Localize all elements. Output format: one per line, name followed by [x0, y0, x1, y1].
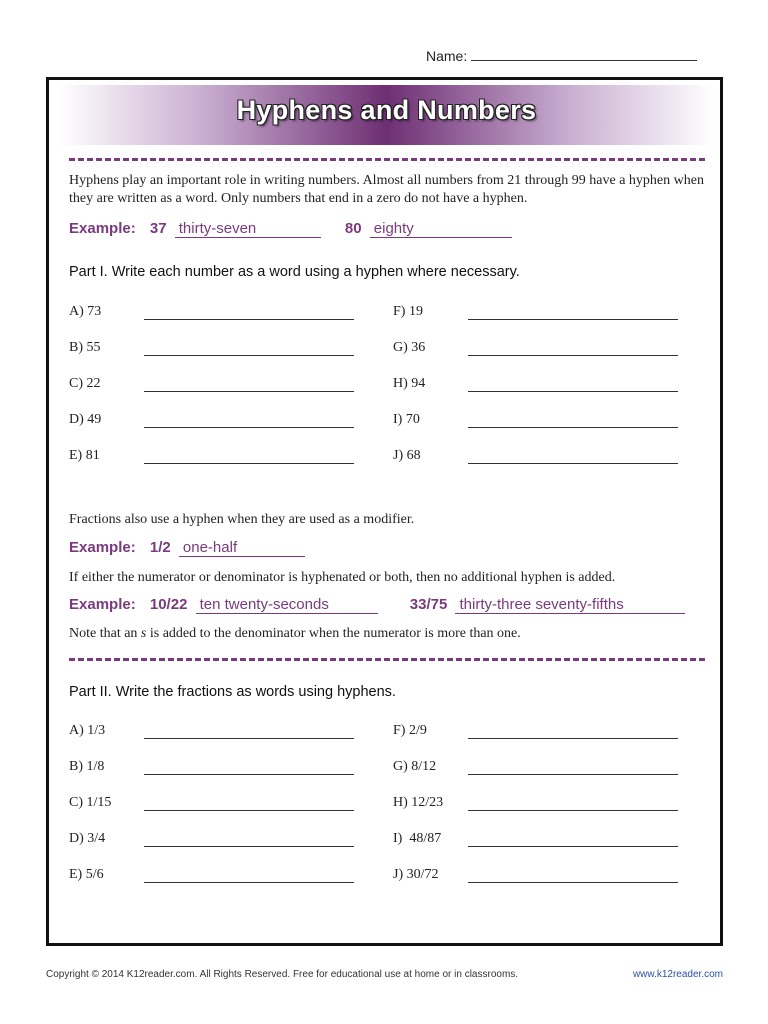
part1-heading: Part I. Write each number as a word using a hyphen where necessary.: [69, 264, 520, 280]
title-banner: [59, 85, 714, 145]
item-label: E) 81: [69, 448, 100, 463]
item-label: E) 5/6: [69, 867, 104, 882]
answer-line[interactable]: [144, 774, 354, 775]
example-label: Example:: [69, 539, 136, 556]
note-paragraph: [69, 625, 521, 643]
item-label: A) 1/3: [69, 723, 106, 738]
name-blank-line[interactable]: [471, 46, 697, 61]
item-label: D) 3/4: [69, 831, 106, 846]
example-answer: one-half: [179, 539, 305, 557]
item-label: F) 2/9: [393, 723, 427, 738]
example-label: Example:: [69, 596, 136, 613]
answer-line[interactable]: [468, 810, 678, 811]
item-label: B) 55: [69, 340, 101, 355]
example-answer: ten twenty-seconds: [196, 596, 378, 614]
item-label: D) 49: [69, 412, 102, 427]
example-fraction: [69, 539, 305, 557]
item-label: G) 36: [393, 340, 426, 355]
example-answer: thirty-seven: [175, 220, 321, 238]
example-number: 1/2: [149, 539, 171, 556]
item-label: G) 8/12: [393, 759, 437, 774]
answer-line[interactable]: [468, 846, 678, 847]
answer-line[interactable]: [468, 355, 678, 356]
item-label: I) 70: [393, 412, 420, 427]
answer-line[interactable]: [144, 738, 354, 739]
fractions-intro: Fractions also use a hyphen when they are used as a modifier.: [69, 512, 415, 527]
item-label: H) 94: [393, 376, 426, 391]
answer-line[interactable]: [468, 427, 678, 428]
answer-line[interactable]: [468, 882, 678, 883]
answer-line[interactable]: [468, 774, 678, 775]
item-label: F) 19: [393, 304, 423, 319]
item-label: J) 30/72: [393, 867, 439, 882]
answer-line[interactable]: [144, 846, 354, 847]
example-label: Example:: [69, 220, 136, 237]
item-label: C) 22: [69, 376, 101, 391]
dashed-divider-top: [69, 158, 705, 161]
item-label: B) 1/8: [69, 759, 105, 774]
example-number: 10/22: [149, 596, 188, 613]
example-compound-fractions: [69, 596, 685, 614]
fractions-rule: If either the numerator or denominator is hyphenated or both, then no additional hyphen is added.: [69, 570, 616, 585]
answer-line[interactable]: [468, 319, 678, 320]
answer-line[interactable]: [468, 391, 678, 392]
name-label: Name:: [426, 48, 468, 64]
worksheet-frame: [46, 77, 723, 946]
answer-line[interactable]: [468, 463, 678, 464]
item-label: I) 48/87: [393, 831, 442, 846]
answer-line[interactable]: [144, 355, 354, 356]
page-title: Hyphens and Numbers: [236, 95, 537, 125]
example-number: 33/75: [409, 596, 448, 613]
item-label: A) 73: [69, 304, 102, 319]
dashed-divider-middle: [69, 658, 705, 661]
item-label: C) 1/15: [69, 795, 112, 810]
item-label: J) 68: [393, 448, 421, 463]
example-number: 80: [344, 220, 362, 237]
answer-line[interactable]: [144, 463, 354, 464]
part2-heading: Part II. Write the fractions as words using hyphens.: [69, 684, 396, 700]
intro-paragraph: Hyphens play an important role in writing numbers. Almost all numbers from 21 through 99 have a hyphen when they are written as a word. Only numbers that end in a zero do not have a hyphen.: [69, 173, 704, 206]
note-text: Note that an: [69, 626, 141, 641]
answer-line[interactable]: [468, 738, 678, 739]
answer-line[interactable]: [144, 427, 354, 428]
answer-line[interactable]: [144, 810, 354, 811]
item-label: H) 12/23: [393, 795, 444, 810]
note-s: s: [140, 626, 147, 641]
example-answer: thirty-three seventy-fifths: [455, 596, 685, 614]
name-field: [426, 46, 697, 64]
example-number: 37: [149, 220, 167, 237]
note-text: is added to the denominator when the numerator is more than one.: [146, 626, 521, 641]
example-numbers: [69, 220, 512, 238]
footer-website-link[interactable]: www.k12reader.com: [632, 969, 723, 980]
answer-line[interactable]: [144, 882, 354, 883]
example-answer: eighty: [370, 220, 512, 238]
answer-line[interactable]: [144, 319, 354, 320]
answer-line[interactable]: [144, 391, 354, 392]
footer-copyright: Copyright © 2014 K12reader.com. All Rights Reserved. Free for educational use at home or in classrooms.: [46, 969, 519, 980]
